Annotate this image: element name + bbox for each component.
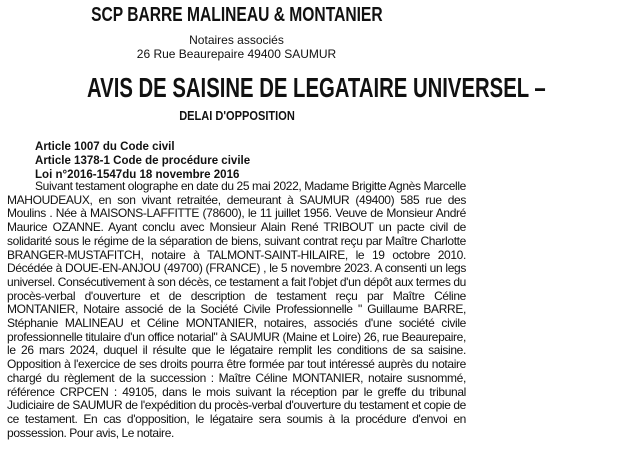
legal-reference: Article 1378-1 Code de procédure civile bbox=[35, 153, 251, 167]
notice-subtitle-text: DELAI D'OPPOSITION bbox=[178, 108, 295, 123]
notice-body-text: Suivant testament olographe en date du 25 mai 2022, Madame Brigitte Agnès Marcelle MAHOUDEAUX, en son vivant retraitée, demeurant à SAUMUR (49400) 585 rue des Moulins . Née à MAISONS-LAFFITTE (78600), le 11 juillet 1956. Veuve de Monsieur André Maurice OZANNE. Ayant conclu avec Monsieur Alain René TRIBOUT un pacte civil de solidarité sous le régime de la séparation de biens, suivant contrat reçu par Maître Charlotte BRANGER-MUSTAFITCH, notaire à TALMONT-SAINT-HILAIRE, le 19 octobre 2010. Décédée à DOUE-EN-ANJOU (49700) (FRANCE) , le 5 novembre 2023. A consenti un legs universel. Consécutivement à son décès, ce testament a fait l'objet d'un dépôt aux termes du procès-verbal d'ouverture et de description de testament reçu par Maître Céline MONTANIER, Notaire associé de la Société Civile Professionnelle " Guillaume BARRE, Stéphanie MALINEAU et Céline MONTANIER, notaires, associés d'une société civile professionnelle titulaire d'un office notarial" à SAUMUR (Maine et Loire) 26, rue Beaurepaire, le 26 mars 2024, duquel il résulte que le légataire remplit les conditions de sa saisine. Opposition à l'exercice de ses droits pourra être formée par tout intéressé auprès du notaire chargé du règlement de la succession : Maître Céline MONTANIER, notaire susnommé, référence CRPCEN : 49105, dans le mois suivant la réception par le greffe du tribunal Judiciaire de SAUMUR de l'expédition du procès-verbal d'ouverture du testament et copie de ce testament. En cas d'opposition, le légataire sera soumis à la procédure d'envoi en possession. Pour avis, Le notaire. bbox=[7, 179, 466, 440]
legal-references bbox=[35, 139, 455, 181]
firm-name bbox=[0, 3, 473, 27]
legal-reference: Loi n°2016-1547du 18 novembre 2016 bbox=[35, 167, 240, 181]
firm-role: Notaires associés bbox=[189, 33, 284, 47]
legal-reference: Article 1007 du Code civil bbox=[35, 139, 175, 153]
notice-body bbox=[7, 180, 466, 440]
notice-title bbox=[0, 72, 546, 104]
notice-subtitle bbox=[0, 108, 473, 123]
notice-title-text: AVIS DE SAISINE DE LEGATAIRE UNIVERSEL – bbox=[86, 72, 546, 103]
firm-name-text: SCP BARRE MALINEAU & MONTANIER bbox=[90, 4, 383, 26]
firm-address: 26 Rue Beaurepaire 49400 SAUMUR bbox=[136, 47, 337, 61]
